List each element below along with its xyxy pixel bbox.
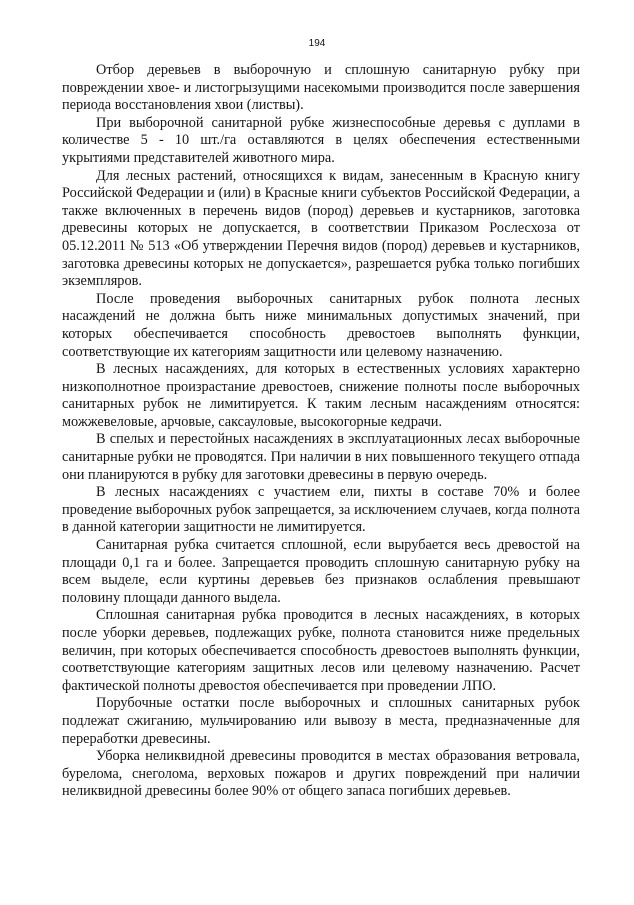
paragraph-illiquid-wood: Уборка неликвидной древесины проводится в местах образования ветровала, бурелома, снеголома, верховых пожаров и других повреждений при наличии неликвидной древесины более 90% от общего запаса погибших деревьев.	[62, 748, 580, 800]
paragraph-clear-cutting-conditions: Сплошная санитарная рубка проводится в лесных насаждениях, в которых после уборки деревьев, подлежащих рубке, полнота становится ниже предельных величин, при которых обеспечивается способность древостоев выполнять функции, соответствующие категориям защитных лесов или целевому назначению. Расчет фактической полноты древостоя обеспечивается при проведении ЛПО.	[62, 607, 580, 694]
document-body	[62, 62, 580, 801]
paragraph-spruce-fir: В лесных насаждениях с участием ели, пихты в составе 70% и более проведение выборочных рубок запрещается, за исключением случаев, когда полнота в данной категории защитности не лимитируется.	[62, 484, 580, 536]
page-number: 194	[308, 38, 326, 49]
paragraph-stand-density: После проведения выборочных санитарных рубок полнота лесных насаждений не должна быть ниже минимальных допустимых значений, при которых обеспечивается способность древостоев выполнять функции, соответствующие их категориям защитности или целевому назначению.	[62, 290, 580, 360]
paragraph-tree-selection-insects: Отбор деревьев в выборочную и сплошную санитарную рубку при повреждении хвое- и листогрызущими насекомыми производится после завершения периода восстановления хвои (листвы).	[62, 62, 580, 114]
paragraph-low-density-stands: В лесных насаждениях, для которых в естественных условиях характерно низкополнотное произрастание древостоев, снижение полноты после выборочных санитарных рубок не лимитируется. К таким лесным насаждениям относятся: можжевеловые, арчовые, саксауловые, высокогорные кедрачи.	[62, 361, 580, 430]
paragraph-clear-cutting-definition: Санитарная рубка считается сплошной, если вырубается весь древостой на площади 0,1 га и более. Запрещается проводить сплошную санитарную рубку на всем выделе, если куртины деревьев без признаков ослабления превышают половину площади данного выдела.	[62, 537, 580, 606]
paragraph-mature-stands: В спелых и перестойных насаждениях в эксплуатационных лесах выборочные санитарные рубки не проводятся. При наличии в них повышенного текущего отпада они планируются в рубку для заготовки древесины в первую очередь.	[62, 431, 580, 483]
paragraph-hollow-trees: При выборочной санитарной рубке жизнеспособные деревья с дуплами в количестве 5 - 10 шт./га оставляются в целях обеспечения естественными укрытиями представителей животного мира.	[62, 114, 580, 166]
paragraph-red-book-species: Для лесных растений, относящихся к видам, занесенным в Красную книгу Российской Федерации и (или) в Красные книги субъектов Российской Федерации, а также включенных в перечень видов (пород) деревьев и кустарников, заготовка древесины которых не допускается, в соответствии Приказом Рослесхоза от 05.12.2011 № 513 «Об утверждении Перечня видов (пород) деревьев и кустарников, заготовка древесины которых не допускается», разрешается рубка только погибших экземпляров.	[62, 167, 580, 290]
paragraph-logging-residues: Порубочные остатки после выборочных и сплошных санитарных рубок подлежат сжиганию, мульчированию или вывозу в места, предназначенные для переработки древесины.	[62, 695, 580, 747]
